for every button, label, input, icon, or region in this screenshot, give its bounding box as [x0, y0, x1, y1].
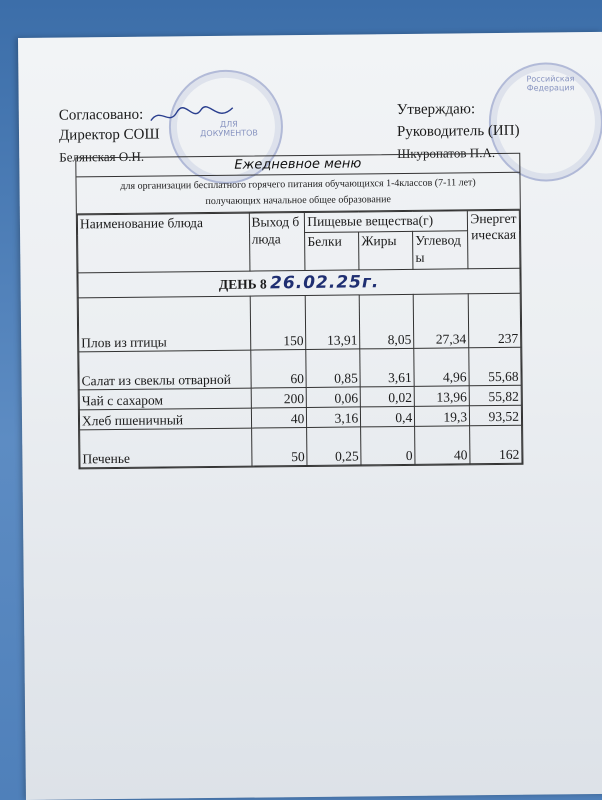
menu-table-block [75, 153, 523, 470]
dish-energy: 55,68 [469, 347, 521, 386]
dish-protein: 0,06 [307, 387, 361, 408]
stamp-left-text: ДЛЯ ДОКУМЕНТОВ [200, 119, 258, 139]
dish-yield: 40 [251, 407, 307, 428]
dish-protein: 0,25 [307, 427, 361, 466]
dish-fat: 0,02 [360, 386, 414, 407]
dish-yield: 60 [250, 349, 306, 388]
menu-title: Ежедневное меню [76, 154, 519, 178]
signature-scribble [147, 102, 237, 129]
approved-label: Согласовано: [58, 106, 144, 124]
head-label: Руководитель (ИП) [396, 122, 520, 141]
dish-carbs: 40 [415, 426, 470, 465]
dish-fat: 8,05 [359, 294, 413, 349]
signature-left [147, 102, 237, 133]
dish-carbs: 27,34 [413, 294, 468, 349]
col-header-energy: Энергетическая [467, 210, 520, 269]
dish-protein: 13,91 [306, 295, 360, 350]
dish-name: Плов из птицы [78, 296, 250, 352]
menu-subtitle: для организации бесплатного горячего питания обучающихся 1-4классов (7-11 лет) [120, 177, 476, 192]
col-header-protein: Белки [305, 232, 359, 271]
dish-name: Чай с сахаром [79, 388, 251, 410]
dish-fat: 0 [361, 426, 415, 465]
dish-energy: 93,52 [469, 405, 521, 426]
approve-label: Утверждаю: [396, 101, 476, 119]
dish-name: Хлеб пшеничный [79, 408, 251, 430]
dish-fat: 0,4 [361, 406, 415, 427]
menu-subtitle-2: получающих начальное общее образование [77, 191, 520, 215]
director-label: Директор СОШ [58, 126, 160, 144]
dish-carbs: 13,96 [414, 386, 469, 407]
menu-table [77, 210, 523, 469]
head-name: Шкуропатов П.А. [397, 145, 496, 162]
director-name: Белянская О.Н. [59, 148, 145, 165]
col-header-carbs: Углеводы [413, 231, 468, 270]
col-header-name: Наименование блюда [77, 213, 249, 273]
dish-protein: 3,16 [307, 407, 361, 428]
day-label: ДЕНЬ 8 [218, 276, 267, 292]
document-sheet [18, 32, 602, 800]
col-header-nutrients: Пищевые вещества(г) [305, 211, 468, 233]
dish-protein: 0,85 [306, 349, 360, 388]
stamp-right-text: Российская Федерация [526, 74, 575, 93]
dish-name: Салат из свеклы отварной [79, 350, 251, 390]
dish-energy: 237 [468, 293, 521, 348]
col-header-yield: Выход блюда [249, 213, 305, 272]
dish-name: Печенье [80, 428, 252, 468]
day-date: 26.02.25г. [269, 272, 380, 294]
col-header-fat: Жиры [359, 231, 413, 270]
dish-yield: 200 [251, 387, 307, 408]
table-row [78, 293, 521, 352]
dish-energy: 55,82 [469, 385, 521, 406]
table-row [79, 347, 521, 390]
dish-carbs: 4,96 [414, 348, 469, 387]
dish-yield: 150 [250, 296, 306, 351]
dish-yield: 50 [251, 427, 307, 466]
dish-energy: 162 [470, 425, 522, 464]
dish-carbs: 19,3 [415, 406, 470, 427]
table-row [80, 425, 522, 468]
dish-fat: 3,61 [360, 348, 414, 387]
